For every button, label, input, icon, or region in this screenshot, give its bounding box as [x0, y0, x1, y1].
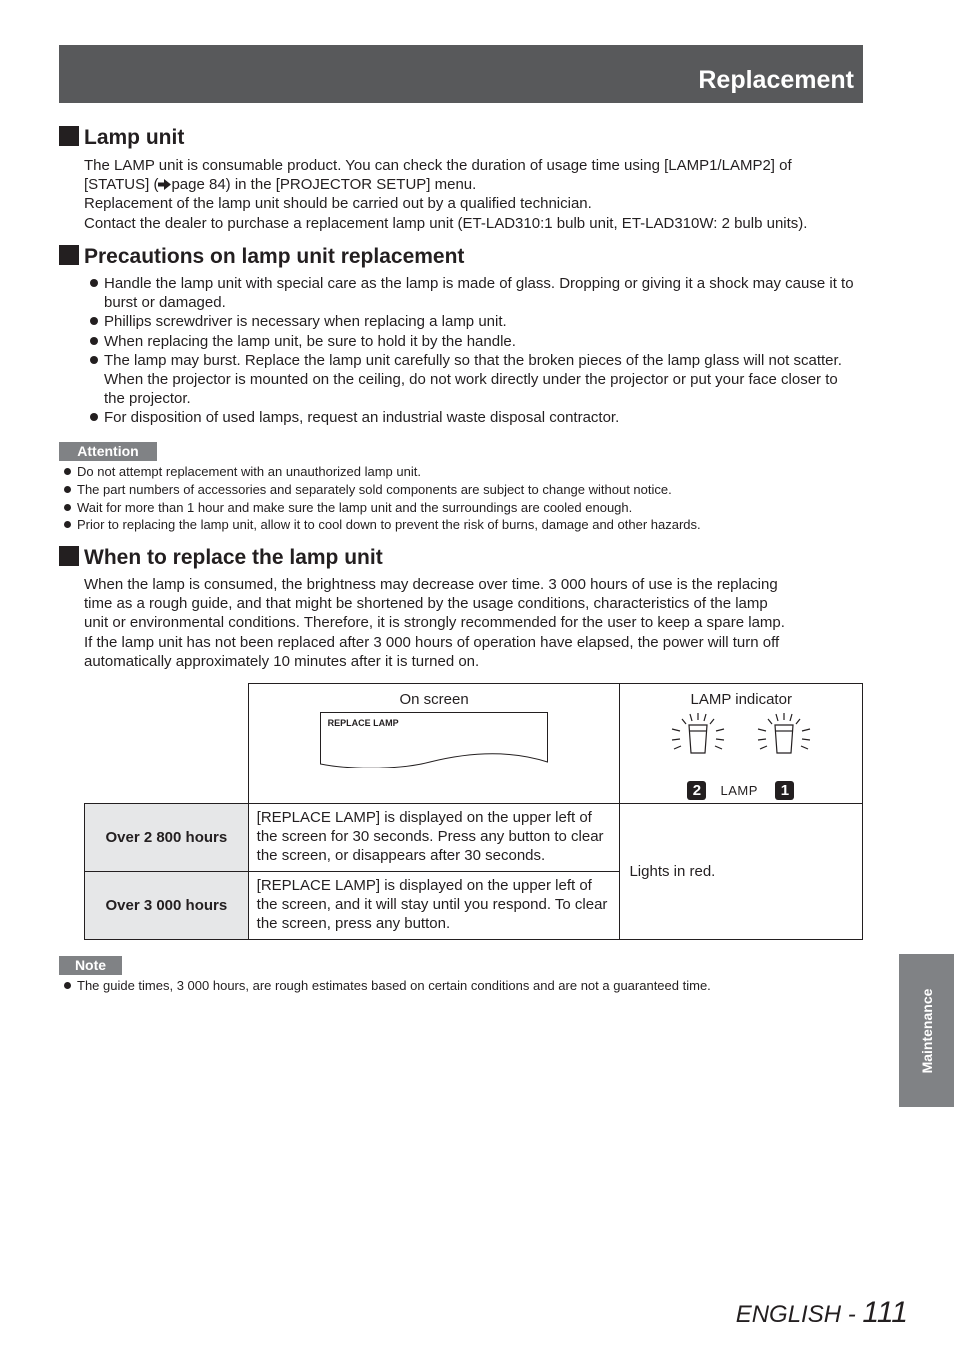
lamp-unit-paragraph: [84, 156, 864, 233]
list-item: The guide times, 3 000 hours, are rough estimates based on certain conditions and are not a guaranteed time.: [63, 977, 863, 995]
table-row: [85, 804, 863, 872]
list-item: The lamp may burst. Replace the lamp unit carefully so that the broken pieces of the lamp glass will not scatter. When the projector is mounted on the ceiling, do not work directly under the projector or put your face closer to the projector.: [88, 351, 858, 409]
table-header-row: [85, 684, 863, 804]
paragraph-line: If the lamp unit has not been replaced after 3 000 hours of operation have elapsed, the power will turn off: [84, 633, 780, 651]
lamp-label: LAMP: [720, 783, 758, 799]
column-header: LAMP indicator: [690, 691, 792, 708]
section-heading-precautions: [59, 245, 464, 269]
lamp-light-1-icon: [754, 711, 814, 757]
precautions-list: [88, 274, 858, 428]
paragraph-line: time as a rough guide, and that might be shortened by the usage conditions, characteristics of the lamp: [84, 595, 768, 613]
note-label: Note: [59, 956, 122, 975]
row-description-cell: [248, 804, 620, 872]
page-title: Replacement: [698, 66, 854, 94]
list-item: For disposition of used lamps, request an industrial waste disposal contractor.: [88, 408, 858, 427]
list-item: Wait for more than 1 hour and make sure the lamp unit and the surroundings are cooled enough.: [63, 499, 863, 517]
section-heading-text: When to replace the lamp unit: [84, 546, 383, 569]
header-bar: [59, 45, 863, 103]
screen-message-illustration: [320, 712, 548, 768]
paragraph-line: automatically approximately 10 minutes after it is turned on.: [84, 652, 480, 670]
page-number: [736, 1296, 908, 1330]
section-heading-text: Lamp unit: [84, 126, 185, 149]
list-item: When replacing the lamp unit, be sure to hold it by the handle.: [88, 332, 858, 351]
row-description: [REPLACE LAMP] is displayed on the upper left of the screen, and it will stay until you respond. To clear the screen, press any button.: [256, 877, 608, 933]
row-label-cell: Over 2 800 hours: [85, 804, 249, 872]
when-replace-paragraph: [84, 575, 864, 671]
arrow-right-icon: [158, 179, 171, 190]
lamp-light-2-icon: [668, 711, 728, 757]
list-item: The part numbers of accessories and separately sold components are subject to change without notice.: [63, 481, 863, 499]
section-heading-when-replace: [59, 546, 383, 570]
on-screen-header-cell: [248, 684, 620, 804]
section-square-icon: [59, 546, 79, 566]
lamp-indicator-illustration: [620, 709, 862, 801]
paragraph-line: Contact the dealer to purchase a replacement lamp unit (ET-LAD310:1 bulb unit, ET-LAD310W: 2 bulb units).: [84, 214, 808, 232]
paragraph-line: The LAMP unit is consumable product. You can check the duration of usage time using [LAMP1/LAMP2] of: [84, 157, 792, 174]
section-square-icon: [59, 126, 79, 146]
list-item: Do not attempt replacement with an unauthorized lamp unit.: [63, 463, 863, 481]
list-item: Prior to replacing the lamp unit, allow it to cool down to prevent the risk of burns, damage and other hazards.: [63, 516, 863, 534]
section-heading-text: Precautions on lamp unit replacement: [84, 245, 465, 268]
column-header: On screen: [399, 691, 469, 708]
list-item: Handle the lamp unit with special care as the lamp is made of glass. Dropping or giving it a shock may cause it to burst or damaged.: [88, 274, 858, 312]
section-square-icon: [59, 245, 79, 265]
screen-message-text: REPLACE LAMP: [327, 718, 399, 729]
paragraph-line: unit or environmental conditions. Therefore, it is strongly recommended for the user to keep a spare lamp.: [84, 614, 785, 632]
language-label: ENGLISH: [735, 1301, 842, 1328]
paragraph-fragment: page 84) in the [PROJECTOR SETUP] menu.: [171, 176, 477, 194]
paragraph-line: Replacement of the lamp unit should be carried out by a qualified technician.: [84, 195, 592, 213]
attention-list: [63, 463, 863, 534]
note-list: [63, 977, 863, 995]
table-corner-cell: [85, 684, 249, 804]
paragraph-line: When the lamp is consumed, the brightness may decrease over time. 3 000 hours of use is the replacing: [84, 576, 778, 593]
lamp-badge-1: 1: [775, 781, 794, 800]
maintenance-side-tab[interactable]: [899, 954, 954, 1107]
indicator-result-cell: Lights in red.: [620, 804, 863, 940]
side-tab-label: Maintenance: [918, 988, 935, 1073]
row-description-cell: [248, 872, 620, 940]
replacement-table: [84, 683, 863, 940]
list-item: Phillips screwdriver is necessary when replacing a lamp unit.: [88, 312, 858, 331]
paragraph-fragment: [STATUS] (: [84, 176, 159, 194]
paragraph-line: [84, 175, 864, 194]
lamp-indicator-header-cell: [620, 684, 863, 804]
attention-label: Attention: [59, 442, 157, 461]
row-label-cell: Over 3 000 hours: [85, 872, 249, 940]
lamp-badge-2: 2: [687, 781, 706, 800]
page-separator: -: [841, 1301, 863, 1328]
row-description: [REPLACE LAMP] is displayed on the upper left of the screen for 30 seconds. Press any button to clear the screen, or disappears after 30 seconds.: [256, 809, 604, 865]
page-number-value: 111: [862, 1296, 908, 1329]
section-heading-lamp-unit: [59, 126, 184, 150]
